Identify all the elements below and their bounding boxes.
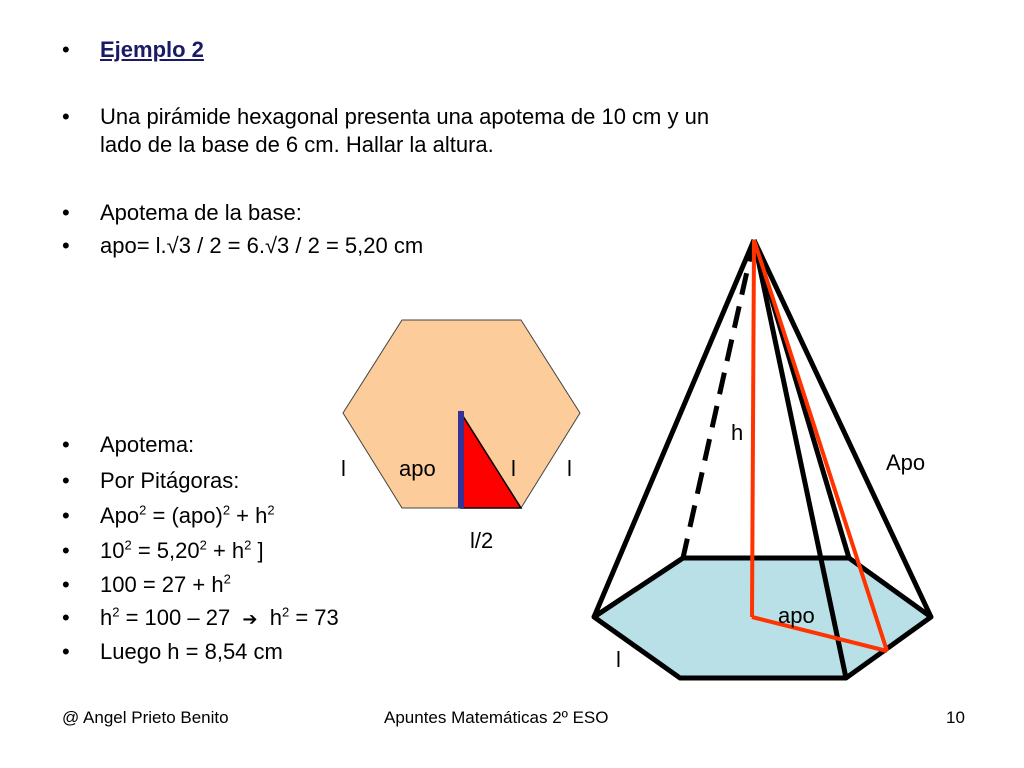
apothem-heading: Apotema: (100, 432, 195, 457)
problem-line-1: Una pirámide hexagonal presenta una apotema de 10 cm y un (100, 104, 710, 129)
bullet-marker: • (62, 200, 70, 225)
bullet-marker: • (62, 37, 70, 62)
bullet-marker: • (62, 104, 70, 129)
equation-4: $h^2 = 100 - 27$ ➔ $h^2 = 73$ (100, 604, 339, 630)
equation-1: $Apo^2 = (apo)^2 + h^2$ (100, 502, 275, 528)
base-apothem-label: apo (778, 603, 815, 628)
bullet-marker: • (62, 432, 70, 457)
slide-title: Ejemplo 2 (100, 37, 204, 62)
bullet-marker: • (62, 605, 70, 630)
base-apothem-heading: Apotema de la base: (100, 200, 302, 225)
triangle-side-label: l (511, 456, 516, 481)
slant-apothem-label: Apo (886, 450, 926, 475)
bullet-marker: • (62, 572, 70, 597)
pyramid-diagram (594, 240, 931, 678)
hidden-edge (683, 240, 754, 558)
hexagon-diagram (341, 320, 580, 553)
hexagon-right-side-label: l (567, 456, 572, 481)
equation-2: $10^2 = 5,20^2 + h^2$ ] (100, 537, 264, 563)
bullet-marker: • (62, 468, 70, 493)
arrow-right-icon: ➔ (242, 609, 258, 630)
hexagon-apo-label: apo (399, 456, 436, 481)
pythagoras-heading: Por Pitágoras: (100, 468, 240, 493)
base-apothem-formula: apo= l.√3 / 2 = 6.√3 / 2 = 5,20 cm (100, 233, 424, 258)
bullet-marker: • (62, 639, 70, 664)
base-side-label: l (616, 647, 621, 672)
equation-3: $100 = 27 + h^2$ (100, 571, 231, 597)
conclusion: Luego h = 8,54 cm (100, 639, 283, 664)
bullet-marker: • (62, 233, 70, 258)
footer-course: Apuntes Matemáticas 2º ESO (384, 708, 609, 727)
bullet-marker: • (62, 538, 70, 563)
problem-line-2: lado de la base de 6 cm. Hallar la altura. (100, 132, 494, 157)
hexagon-left-side-label: l (341, 456, 346, 481)
height-line (752, 240, 754, 617)
height-label: h (731, 420, 744, 445)
bullet-marker: • (62, 503, 70, 528)
footer-page-number: 10 (946, 708, 965, 727)
half-side-label: l/2 (470, 528, 494, 553)
footer-author: @ Angel Prieto Benito (62, 708, 229, 727)
